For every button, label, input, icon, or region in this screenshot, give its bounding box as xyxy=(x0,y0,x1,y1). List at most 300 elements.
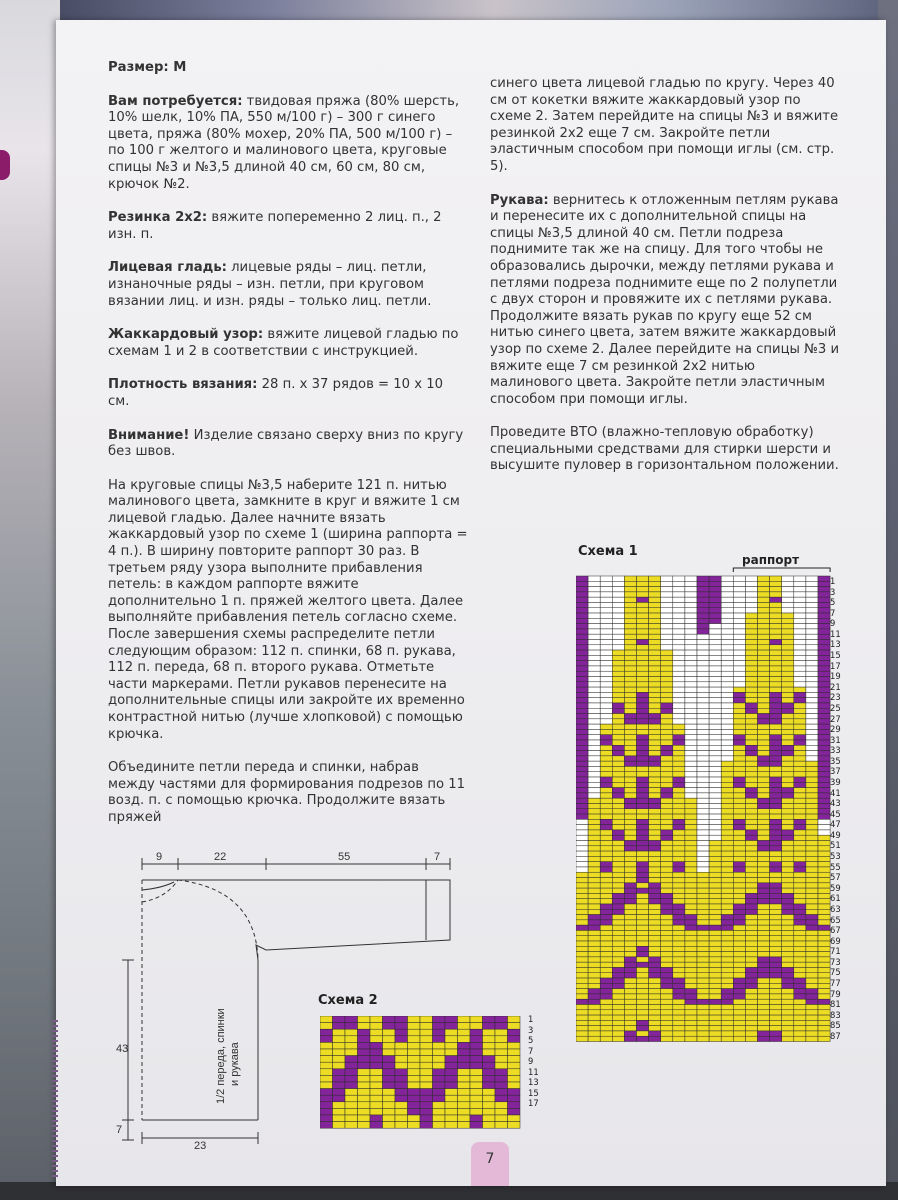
scheme1-cell xyxy=(745,735,757,740)
scheme1-cell xyxy=(733,666,745,671)
scheme1-cell xyxy=(745,1031,757,1036)
scheme1-cell xyxy=(782,899,794,904)
scheme1-cell xyxy=(612,819,624,824)
rapport-label: раппорт xyxy=(742,553,800,567)
scheme1-cell xyxy=(721,830,733,835)
scheme1-cell xyxy=(612,740,624,745)
scheme1-cell xyxy=(576,957,588,962)
scheme1-cell xyxy=(745,729,757,734)
scheme1-cell xyxy=(624,639,636,644)
scheme1-cell xyxy=(612,629,624,634)
scheme1-cell xyxy=(576,999,588,1004)
scheme2-cell xyxy=(483,1115,496,1122)
scheme1-cell xyxy=(612,703,624,708)
scheme1-cell xyxy=(818,803,830,808)
scheme1-cell xyxy=(600,714,612,719)
scheme1-cell xyxy=(600,1020,612,1025)
scheme1-cell xyxy=(794,946,806,951)
scheme1-cell xyxy=(697,846,709,851)
scheme1-cell xyxy=(697,650,709,655)
scheme1-cell xyxy=(649,1026,661,1031)
scheme1-cell xyxy=(806,983,818,988)
scheme1-cell xyxy=(612,581,624,586)
scheme1-cell xyxy=(649,629,661,634)
scheme1-cell xyxy=(770,878,782,883)
scheme1-cell xyxy=(745,587,757,592)
scheme1-cell xyxy=(794,1004,806,1009)
scheme1-cell xyxy=(806,745,818,750)
scheme1-cell xyxy=(685,613,697,618)
scheme1-cell xyxy=(685,650,697,655)
scheme1-cell xyxy=(697,851,709,856)
scheme1-cell xyxy=(745,777,757,782)
scheme1-cell xyxy=(782,592,794,597)
scheme1-cell xyxy=(733,698,745,703)
scheme1-cell xyxy=(600,655,612,660)
scheme1-cell xyxy=(806,835,818,840)
scheme1-cell xyxy=(673,671,685,676)
scheme1-cell xyxy=(673,878,685,883)
scheme1-cell xyxy=(745,893,757,898)
scheme1-cell xyxy=(721,618,733,623)
scheme1-cell xyxy=(661,862,673,867)
dim-23: 23 xyxy=(194,1140,207,1150)
scheme1-cell xyxy=(794,830,806,835)
scheme1-cell xyxy=(624,1026,636,1031)
scheme1-cell xyxy=(794,999,806,1004)
scheme1-cell xyxy=(624,788,636,793)
scheme1-cell xyxy=(697,978,709,983)
scheme1-cell xyxy=(661,941,673,946)
scheme1-cell xyxy=(770,1036,782,1041)
scheme1-cell xyxy=(818,941,830,946)
scheme1-cell xyxy=(782,724,794,729)
scheme1-cell xyxy=(818,1026,830,1031)
scheme1-cell xyxy=(794,941,806,946)
scheme1-cell xyxy=(697,798,709,803)
scheme1-cell xyxy=(612,1015,624,1020)
scheme1-cell xyxy=(588,825,600,830)
scheme1-cell xyxy=(818,634,830,639)
scheme1-cell xyxy=(806,798,818,803)
scheme1-cell xyxy=(782,962,794,967)
scheme1-cell xyxy=(637,639,649,644)
scheme1-cell xyxy=(612,999,624,1004)
scheme1-cell xyxy=(806,978,818,983)
left-paragraph-text-5: 28 п. х 37 рядов = 10 х 10 см. xyxy=(108,377,444,409)
scheme1-cell xyxy=(612,835,624,840)
scheme1-cell xyxy=(649,682,661,687)
scheme1-cell xyxy=(697,825,709,830)
scheme1-cell xyxy=(770,925,782,930)
scheme1-cell xyxy=(624,957,636,962)
scheme1-cell xyxy=(709,841,721,846)
scheme1-cell xyxy=(685,1020,697,1025)
scheme1-cell xyxy=(782,1004,794,1009)
scheme1-cell xyxy=(806,735,818,740)
scheme1-cell xyxy=(661,983,673,988)
scheme1-cell xyxy=(624,946,636,951)
row-number: 87 xyxy=(830,1030,841,1041)
scheme1-cell xyxy=(806,904,818,909)
scheme1-cell xyxy=(697,888,709,893)
scheme1-cell xyxy=(697,841,709,846)
scheme1-cell xyxy=(758,666,770,671)
scheme1-cell xyxy=(661,618,673,623)
scheme1-cell xyxy=(600,576,612,581)
scheme1-cell xyxy=(576,719,588,724)
scheme1-cell xyxy=(697,756,709,761)
scheme1-cell xyxy=(721,793,733,798)
scheme1-cell xyxy=(685,798,697,803)
scheme1-cell xyxy=(673,1026,685,1031)
scheme1-cell xyxy=(697,724,709,729)
scheme1-cell xyxy=(697,751,709,756)
scheme1-cell xyxy=(661,634,673,639)
scheme1-cell xyxy=(673,682,685,687)
scheme1-cell xyxy=(588,846,600,851)
scheme1-cell xyxy=(794,777,806,782)
scheme1-cell xyxy=(673,729,685,734)
scheme1-cell xyxy=(624,825,636,830)
scheme1-cell xyxy=(624,846,636,851)
scheme1-cell xyxy=(733,883,745,888)
row-number: 7 xyxy=(528,1045,534,1056)
scheme1-cell xyxy=(661,946,673,951)
row-number: 81 xyxy=(830,999,841,1010)
left-paragraph-8 xyxy=(108,760,468,826)
scheme1-cell xyxy=(745,708,757,713)
scheme1-cell xyxy=(624,618,636,623)
scheme1-cell xyxy=(818,909,830,914)
scheme1-cell xyxy=(685,999,697,1004)
scheme1-cell xyxy=(745,856,757,861)
scheme1-cell xyxy=(709,846,721,851)
scheme1-cell xyxy=(758,587,770,592)
scheme1-cell xyxy=(661,819,673,824)
scheme1-cell xyxy=(576,624,588,629)
scheme1-cell xyxy=(721,999,733,1004)
scheme1-cell xyxy=(794,751,806,756)
scheme1-cell xyxy=(661,930,673,935)
scheme1-cell xyxy=(733,878,745,883)
row-number: 35 xyxy=(830,755,841,766)
scheme1-cell xyxy=(770,698,782,703)
scheme1-cell xyxy=(782,999,794,1004)
scheme1-cell xyxy=(745,962,757,967)
scheme1-cell xyxy=(697,999,709,1004)
scheme1-cell xyxy=(709,624,721,629)
scheme1-cell xyxy=(600,809,612,814)
right-paragraph-2 xyxy=(490,425,840,475)
scheme2-cell xyxy=(483,1069,496,1076)
scheme1-cell xyxy=(661,978,673,983)
scheme1-cell xyxy=(661,687,673,692)
scheme1-cell xyxy=(697,692,709,697)
scheme1-cell xyxy=(649,703,661,708)
scheme1-cell xyxy=(745,883,757,888)
scheme1-cell xyxy=(794,666,806,671)
scheme1-cell xyxy=(709,772,721,777)
scheme1-cell xyxy=(673,846,685,851)
scheme1-cell xyxy=(782,692,794,697)
scheme1-cell xyxy=(818,930,830,935)
scheme1-cell xyxy=(685,803,697,808)
scheme1-cell xyxy=(637,756,649,761)
scheme1-cell xyxy=(685,825,697,830)
scheme1-cell xyxy=(721,629,733,634)
scheme1-cell xyxy=(794,682,806,687)
scheme1-cell xyxy=(697,677,709,682)
scheme1-cell xyxy=(794,915,806,920)
scheme1-cell xyxy=(806,777,818,782)
left-paragraph-heading-2: Резинка 2х2: xyxy=(108,210,208,226)
scheme1-cell xyxy=(588,682,600,687)
scheme1-cell xyxy=(588,830,600,835)
scheme1-cell xyxy=(624,645,636,650)
scheme1-cell xyxy=(661,814,673,819)
scheme1-cell xyxy=(745,841,757,846)
scheme1-cell xyxy=(770,650,782,655)
scheme1-cell xyxy=(612,766,624,771)
scheme1-cell xyxy=(758,671,770,676)
scheme1-cell xyxy=(733,952,745,957)
scheme1-cell xyxy=(709,602,721,607)
scheme1-cell xyxy=(576,1015,588,1020)
scheme1-cell xyxy=(588,613,600,618)
scheme1-cell xyxy=(794,978,806,983)
scheme1-cell xyxy=(624,666,636,671)
scheme1-cell xyxy=(649,608,661,613)
scheme1-cell xyxy=(709,819,721,824)
scheme1-cell xyxy=(661,671,673,676)
scheme1-cell xyxy=(818,714,830,719)
row-number: 39 xyxy=(830,776,841,787)
scheme1-cell xyxy=(624,930,636,935)
scheme1-cell xyxy=(818,851,830,856)
row-number: 3 xyxy=(528,1024,534,1035)
scheme1-cell xyxy=(770,782,782,787)
scheme1-cell xyxy=(624,761,636,766)
scheme1-cell xyxy=(637,862,649,867)
scheme1-cell xyxy=(600,936,612,941)
scheme1-cell xyxy=(649,973,661,978)
scheme1-cell xyxy=(733,830,745,835)
scheme1-cell xyxy=(806,1020,818,1025)
scheme1-cell xyxy=(733,925,745,930)
scheme1-cell xyxy=(600,957,612,962)
scheme1-cell xyxy=(637,952,649,957)
scheme1-cell xyxy=(758,814,770,819)
scheme1-cell xyxy=(782,872,794,877)
scheme1-cell xyxy=(612,994,624,999)
scheme1-cell xyxy=(637,920,649,925)
scheme1-cell xyxy=(576,862,588,867)
scheme1-cell xyxy=(588,756,600,761)
scheme1-cell xyxy=(673,825,685,830)
scheme1-cell xyxy=(612,624,624,629)
scheme1-cell xyxy=(685,846,697,851)
scheme1-cell xyxy=(745,788,757,793)
scheme1-cell xyxy=(637,629,649,634)
scheme1-cell xyxy=(818,973,830,978)
scheme1-cell xyxy=(745,1020,757,1025)
scheme1-cell xyxy=(806,1004,818,1009)
scheme1-cell xyxy=(745,772,757,777)
scheme1-cell xyxy=(709,793,721,798)
scheme1-cell xyxy=(649,814,661,819)
scheme1-cell xyxy=(576,655,588,660)
row-number: 53 xyxy=(830,851,841,862)
scheme1-cell xyxy=(721,946,733,951)
scheme1-cell xyxy=(770,597,782,602)
scheme1-cell xyxy=(794,1015,806,1020)
scheme1-cell xyxy=(794,962,806,967)
scheme1-cell xyxy=(600,661,612,666)
scheme1-cell xyxy=(600,904,612,909)
scheme1-cell xyxy=(745,930,757,935)
scheme1-cell xyxy=(576,761,588,766)
scheme1-cell xyxy=(673,592,685,597)
scheme1-cell xyxy=(697,983,709,988)
scheme1-cell xyxy=(624,581,636,586)
scheme1-cell xyxy=(745,597,757,602)
scheme1-cell xyxy=(770,682,782,687)
left-paragraph-text-3: лицевые ряды – лиц. петли, изнаночные ряды – изн. петли, при круговом вязании лиц. и изн. ряды – только лиц. петли. xyxy=(108,260,432,309)
scheme1-cell xyxy=(721,915,733,920)
scheme1-cell xyxy=(709,830,721,835)
scheme1-cell xyxy=(818,629,830,634)
scheme1-cell xyxy=(600,989,612,994)
scheme1-cell xyxy=(758,930,770,935)
scheme1-cell xyxy=(600,692,612,697)
scheme1-cell xyxy=(685,761,697,766)
scheme1-cell xyxy=(818,761,830,766)
scheme1-cell xyxy=(806,936,818,941)
scheme1-cell xyxy=(721,899,733,904)
scheme1-cell xyxy=(794,602,806,607)
scheme1-cell xyxy=(697,708,709,713)
scheme1-cell xyxy=(721,1020,733,1025)
scheme1-cell xyxy=(576,899,588,904)
scheme1-cell xyxy=(733,1015,745,1020)
scheme1-cell xyxy=(673,677,685,682)
scheme1-cell xyxy=(818,872,830,877)
scheme1-cell xyxy=(818,772,830,777)
scheme1-cell xyxy=(649,576,661,581)
scheme1-cell xyxy=(600,994,612,999)
scheme1-cell xyxy=(818,576,830,581)
scheme1-cell xyxy=(745,756,757,761)
scheme1-cell xyxy=(770,661,782,666)
scheme1-cell xyxy=(709,946,721,951)
scheme1-cell xyxy=(685,841,697,846)
scheme1-cell xyxy=(818,1015,830,1020)
scheme1-cell xyxy=(661,883,673,888)
scheme1-cell xyxy=(818,777,830,782)
row-number: 15 xyxy=(528,1087,539,1098)
scheme1-cell xyxy=(588,957,600,962)
scheme1-cell xyxy=(588,1026,600,1031)
scheme1-cell xyxy=(806,714,818,719)
scheme1-cell xyxy=(637,782,649,787)
scheme1-cell xyxy=(806,587,818,592)
scheme1-cell xyxy=(637,587,649,592)
scheme1-cell xyxy=(673,946,685,951)
scheme1-cell xyxy=(818,994,830,999)
scheme1-cell xyxy=(709,645,721,650)
scheme1-cell xyxy=(709,782,721,787)
scheme1-cell xyxy=(600,930,612,935)
scheme1-cell xyxy=(612,862,624,867)
scheme1-cell xyxy=(733,756,745,761)
scheme1-cell xyxy=(576,729,588,734)
scheme1-cell xyxy=(758,729,770,734)
scheme1-cell xyxy=(576,756,588,761)
scheme1-cell xyxy=(770,909,782,914)
scheme1-cell xyxy=(649,994,661,999)
scheme1-cell xyxy=(624,708,636,713)
scheme2-cell xyxy=(508,1102,521,1109)
background-left xyxy=(0,0,60,1200)
scheme1-cell xyxy=(637,798,649,803)
scheme1-cell xyxy=(758,999,770,1004)
scheme1-cell xyxy=(600,682,612,687)
scheme1-cell xyxy=(697,655,709,660)
row-number: 9 xyxy=(528,1056,534,1066)
scheme1-cell xyxy=(782,878,794,883)
scheme1-cell xyxy=(782,751,794,756)
left-paragraph-text-6: Изделие связано сверху вниз по кругу без швов. xyxy=(108,427,464,460)
scheme1-cell xyxy=(649,761,661,766)
scheme1-cell xyxy=(637,825,649,830)
scheme1-cell xyxy=(733,962,745,967)
scheme1-cell xyxy=(685,978,697,983)
scheme1-cell xyxy=(637,777,649,782)
scheme1-cell xyxy=(588,841,600,846)
scheme1-cell xyxy=(661,782,673,787)
scheme2-cell xyxy=(508,1029,521,1036)
row-number: 13 xyxy=(528,1077,539,1087)
scheme1-cell xyxy=(673,745,685,750)
scheme1-cell xyxy=(818,602,830,607)
scheme1-cell xyxy=(673,618,685,623)
scheme1-cell xyxy=(697,624,709,629)
scheme1-cell xyxy=(733,803,745,808)
scheme1-cell xyxy=(624,862,636,867)
scheme1-cell xyxy=(782,989,794,994)
scheme1-cell xyxy=(588,634,600,639)
scheme1-cell xyxy=(782,618,794,623)
scheme1-cell xyxy=(721,729,733,734)
scheme1-cell xyxy=(673,687,685,692)
scheme1-cell xyxy=(649,735,661,740)
scheme1-cell xyxy=(612,893,624,898)
scheme1-cell xyxy=(576,608,588,613)
scheme1-cell xyxy=(782,629,794,634)
scheme1-cell xyxy=(758,745,770,750)
scheme1-cell xyxy=(588,703,600,708)
scheme1-cell xyxy=(709,994,721,999)
scheme1-cell xyxy=(600,671,612,676)
scheme1-cell xyxy=(794,825,806,830)
scheme1-cell xyxy=(806,666,818,671)
scheme1-cell xyxy=(758,941,770,946)
scheme1-cell xyxy=(588,798,600,803)
scheme1-cell xyxy=(637,1010,649,1015)
scheme1-cell xyxy=(624,904,636,909)
scheme1-cell xyxy=(818,846,830,851)
